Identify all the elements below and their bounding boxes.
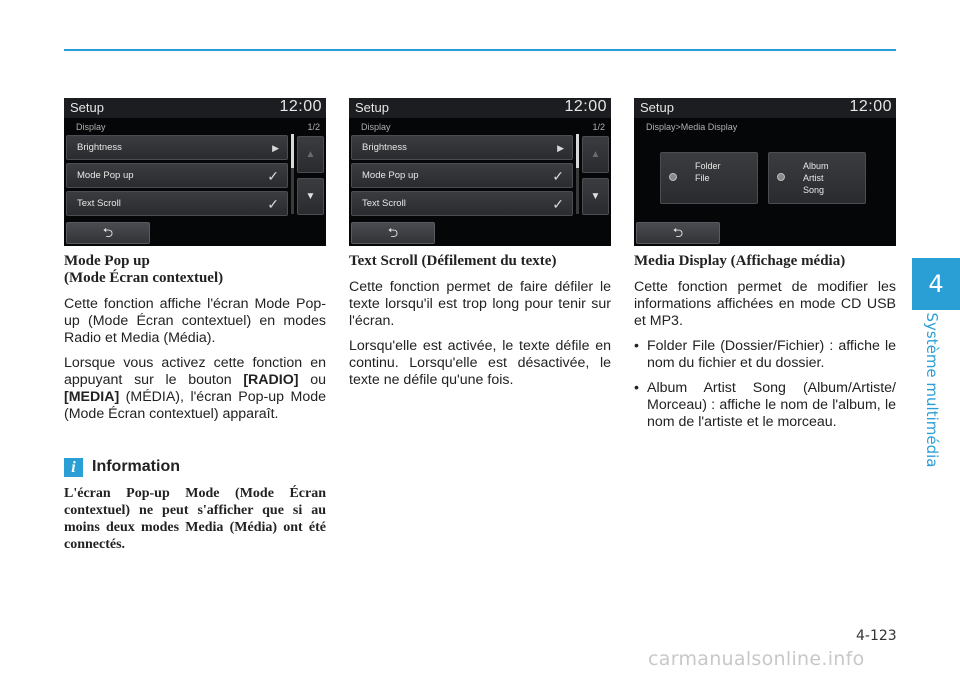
menu-item-brightness[interactable] — [66, 135, 288, 160]
screen-title-bar — [634, 98, 896, 118]
text-run: ou — [298, 372, 326, 388]
section-heading: Media Display (Affichage média) — [634, 253, 846, 269]
paragraph: Lorsqu'elle est activée, le texte défile en continu. Lorsqu'elle est désactivée, le texte ne défile qu'une fois. — [349, 338, 611, 388]
paragraph — [64, 355, 326, 423]
bullet-dot: • — [634, 338, 639, 354]
menu-item-label: Mode Pop up — [362, 170, 419, 181]
back-arrow-icon: ⮌ — [102, 225, 114, 240]
radio-button[interactable] — [669, 173, 677, 181]
setup-screen-modepopup — [64, 98, 326, 246]
information-title: Information — [92, 458, 180, 475]
chapter-number: 4 — [928, 270, 944, 298]
section-heading: Text Scroll (Défilement du texte) — [349, 253, 557, 269]
scrollbar[interactable] — [291, 134, 294, 214]
menu-item-brightness[interactable] — [351, 135, 573, 160]
heading-line: Mode Pop up — [64, 253, 150, 269]
option-label: Album Artist Song — [803, 161, 829, 195]
menu-item-mode-popup[interactable] — [351, 163, 573, 188]
back-button[interactable] — [351, 222, 435, 244]
bullet-item — [634, 380, 896, 431]
bullet-text: Album Artist Song (Album/Artiste/ Morceau) : affiche le nom de l'album, le nom de l'artiste et le morceau. — [647, 380, 896, 430]
option-label: Folder File — [695, 161, 721, 183]
bullet-text: Folder File (Dossier/Fichier) : affiche le nom du fichier et du dossier. — [647, 338, 896, 371]
paragraph: Cette fonction permet de modifier les informations affichées en mode CD USB et MP3. — [634, 279, 896, 329]
play-arrow-icon: ▶ — [557, 143, 564, 153]
bullet-item — [634, 338, 896, 372]
screen-title: Setup — [355, 100, 389, 115]
screen-page-indicator: 1/2 — [592, 122, 605, 132]
back-button[interactable] — [636, 222, 720, 244]
page-number: 4-123 — [856, 628, 897, 644]
scrollbar[interactable] — [576, 134, 579, 214]
menu-item-mode-popup[interactable] — [66, 163, 288, 188]
setup-screen-mediadisplay — [634, 98, 896, 246]
screen-title-bar — [349, 98, 611, 118]
play-arrow-icon: ▶ — [272, 143, 279, 153]
info-icon: i — [64, 458, 83, 477]
back-arrow-icon: ⮌ — [672, 225, 684, 240]
option-folder-file[interactable] — [660, 152, 758, 204]
setup-screen-textscroll — [349, 98, 611, 246]
screen-page-indicator: 1/2 — [307, 122, 320, 132]
screen-path: Display — [361, 122, 391, 132]
option-album-artist-song[interactable] — [768, 152, 866, 204]
checkmark-icon[interactable]: ✓ — [267, 196, 279, 212]
checkmark-icon[interactable]: ✓ — [552, 168, 564, 184]
paragraph: Cette fonction affiche l'écran Mode Pop-up (Mode Écran contextuel) en modes Radio et Media (Média). — [64, 296, 326, 346]
back-arrow-icon: ⮌ — [387, 225, 399, 240]
column-text-scroll — [349, 253, 611, 397]
paragraph: Cette fonction permet de faire défiler le texte lorsqu'il est trop long pour tenir sur l'écran. — [349, 279, 611, 329]
menu-item-text-scroll[interactable] — [351, 191, 573, 216]
heading-line: (Mode Écran contextuel) — [64, 270, 224, 286]
screen-path: Display>Media Display — [646, 122, 738, 132]
scroll-up-button[interactable]: ▲ — [582, 136, 609, 173]
information-body: L'écran Pop-up Mode (Mode Écran contextuel) ne peut s'afficher que si au moins deux modes Media (Média) ont été connectés. — [64, 486, 326, 552]
chapter-title-text: Système multimédia — [923, 312, 941, 468]
screen-clock: 12:00 — [564, 98, 607, 115]
top-rule — [64, 49, 896, 51]
menu-item-label: Brightness — [77, 142, 122, 153]
menu-item-text-scroll[interactable] — [66, 191, 288, 216]
menu-item-label: Mode Pop up — [77, 170, 134, 181]
screen-title: Setup — [640, 100, 674, 115]
screen-clock: 12:00 — [849, 98, 892, 115]
button-name-radio: [RADIO] — [243, 372, 299, 388]
radio-button[interactable] — [777, 173, 785, 181]
column-mode-popup — [64, 253, 326, 431]
scroll-down-button[interactable]: ▼ — [582, 178, 609, 215]
text-run: (MÉDIA), l'écran Pop-up Mode (Mode Écran contextuel) apparaît. — [64, 389, 326, 422]
scroll-thumb[interactable] — [291, 134, 294, 168]
chapter-tab — [912, 258, 960, 310]
checkmark-icon[interactable]: ✓ — [267, 168, 279, 184]
scroll-up-button[interactable]: ▲ — [297, 136, 324, 173]
screen-clock: 12:00 — [279, 98, 322, 115]
section-heading — [64, 253, 326, 287]
menu-item-label: Text Scroll — [77, 198, 121, 209]
menu-item-label: Text Scroll — [362, 198, 406, 209]
watermark: carmanualsonline.info — [648, 648, 865, 670]
screen-path: Display — [76, 122, 106, 132]
screen-title: Setup — [70, 100, 104, 115]
column-media-display — [634, 253, 896, 439]
back-button[interactable] — [66, 222, 150, 244]
checkmark-icon[interactable]: ✓ — [552, 196, 564, 212]
chapter-title — [908, 312, 956, 468]
screen-title-bar — [64, 98, 326, 118]
text-run: Lorsque vous activez cette fonction en appuyant sur le bouton — [64, 355, 326, 388]
menu-item-label: Brightness — [362, 142, 407, 153]
button-name-media: [MEDIA] — [64, 389, 120, 405]
bullet-dot: • — [634, 380, 639, 396]
scroll-down-button[interactable]: ▼ — [297, 178, 324, 215]
scroll-thumb[interactable] — [576, 134, 579, 168]
